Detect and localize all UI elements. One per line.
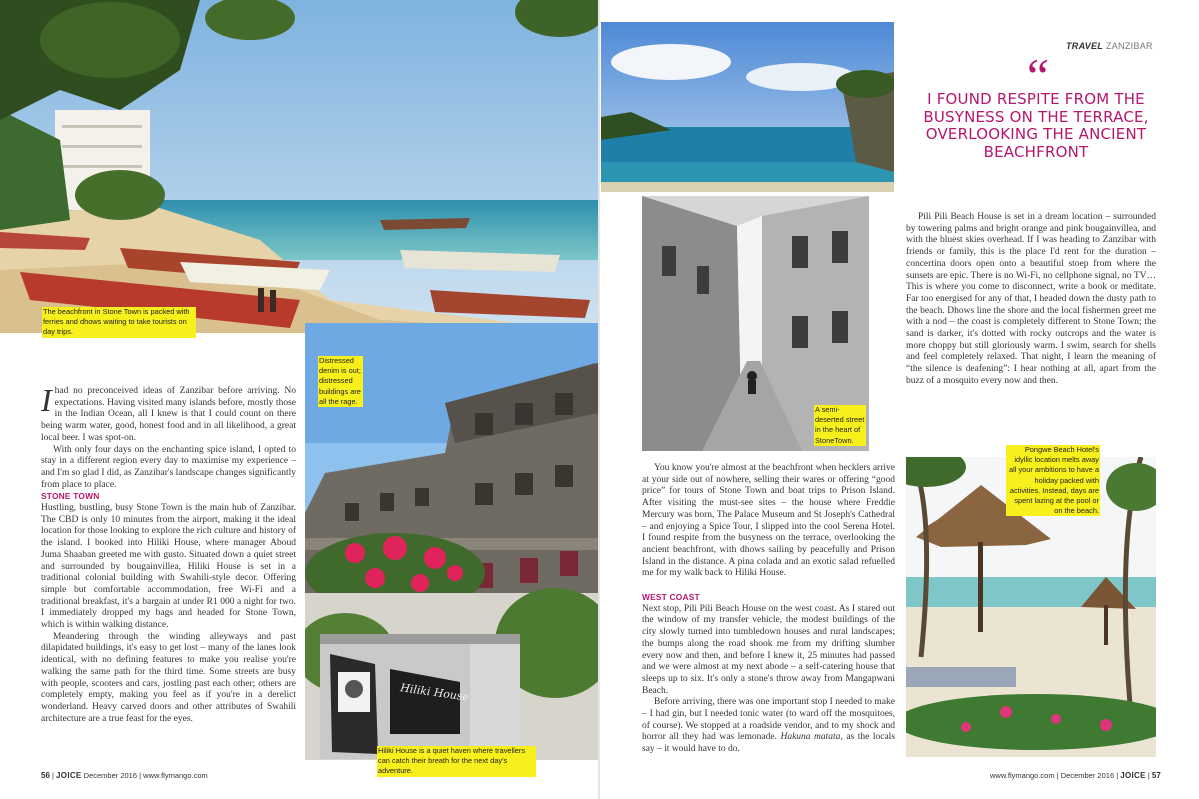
footer-right [990,771,1161,780]
section-label: TRAVEL [1066,41,1104,51]
west-coast-paragraph-2-text: Before arriving, there was one important stop I needed to make – I had gin, but I needed tonic water (to ward off the mosquitoes, of course). We stopped at a roadside vendor, and to my shock and horror all they had was lemonade. [642,697,895,743]
column-one [41,382,296,725]
west-coast-paragraph-2-end: , as the locals say – it would have to do. [642,732,896,755]
section-header [1066,41,1153,51]
footer-sep: | [139,771,142,780]
page-number-left: 56 [41,771,50,780]
west-coast-paragraph-2 [642,697,895,756]
brand-logo-left: JOICE [56,771,82,780]
caption-street: A semi-deserted street in the heart of StoneTown. [815,405,865,445]
quote-mark: “ [1022,48,1050,104]
hiliki-sign-text: Hiliki House [399,681,470,704]
column-three [906,212,1156,388]
footer-sep: | [1147,771,1150,780]
coast-photo [601,22,894,192]
intro-paragraph-1: had no preconceived ideas of Zanzibar before arriving. No expectations. Having visited many islands before, mostly those in the Indian Ocean, all I knew is that I could count on there being warm water, good, honest food and in all likelihood, a great local beer. I was spot-on. [41,386,296,443]
stone-town-paragraph-2: Meandering through the winding alleyways and past dilapidated buildings, it's easy to get lost – many of the lanes look identical, with no defining features to make you realise you're walking the same path for the third time. Some streets are busy with people, scooters and cars, jostling past each other; others are completely empty, making you feel as if you're in a derelict wonderland. Heavy carved doors and other attributes of Swahili architecture are a true feast for the eyes. [41,631,296,724]
brand-logo-right: JOICE [1120,771,1146,780]
intro-paragraph-2: With only four days on the enchanting spice island, I opted to stay in a different region every day to maximise my experience – and I'm so glad I did, as Zanzibar's landscape changes significantly from place to place. [41,444,296,490]
beachfront-paragraph: You know you're almost at the beachfront when hecklers arrive at your side out of nowhere, selling their wares or offering “good price” for tours of Stone Town and boat trips to Prison Island. After visiting the must-see sites – the house where Freddie Mercury was born, The Palace Museum and St Joseph's Cathedral – and enjoying a Spice Tour, I slipped into the cool Serena Hotel. I found respite from the busyness on the terrace, overlooking the ancient beachfront, with dhows sailing by peacefully and Prison Island in the distance. A pina colada and an exotic salad refuelled me for my walk back to Hiliki House. [642,463,895,579]
topic-label: ZANZIBAR [1105,41,1153,51]
page-number-right: 57 [1151,771,1161,780]
footer-sep: | [1116,771,1119,780]
pili-pili-paragraph: Pili Pili Beach House is set in a dream location – surrounded by towering palms and bright orange and pink bougainvillea, and with the bluest skies overhead. If I was heading to Zanzibar with friends or family, this is the place I'd rent for the duration – concertina doors open onto a beautiful stoep from where the sunsets are epic. There is no Wi-Fi, no cellphone signal, no TV… This is where you come to disconnect, write a book or meditate. Far too energised for any of that, I headed down the dusty path to the beach. Dhows line the shore and the local fishermen greet me with a nod – the coast is completely different to Stone Town; the sand is darker, it's dotted with rocky outcrops and the water is more choppy but still gloriously warm. I swim, search for shells and feel completely relaxed. That night, I learn the meaning of “the silence is deafening”: I hear nothing at all, apart from the buzz of a mosquito every now and then. [906,212,1156,386]
caption-building: Distressed denim is out; distressed buildings are all the rage. [318,356,363,407]
footer-month-right: December 2016 [1060,771,1115,780]
dropcap: I [41,382,52,418]
hiliki-sign-photo [320,634,520,759]
footer-url-right: www.flymango.com [990,771,1055,780]
pull-quote: I FOUND RESPITE FROM THE BUSYNESS ON THE TERRACE, OVERLOOKING THE ANCIENT BEACHFRONT [923,90,1149,161]
hakuna-matata: Hakuna matata [780,732,841,743]
caption-hiliki: Hiliki House is a quiet haven where travellers can catch their breath for the next day's adventure. [377,746,536,777]
section-heading-west-coast: WEST COAST [642,592,700,603]
section-heading-stone-town: STONE TOWN [41,491,100,502]
beach-photo [0,0,598,333]
footer-sep: | [52,771,54,780]
column-two [642,463,895,756]
footer-url-left: www.flymango.com [143,771,208,780]
caption-pongwe: Pongwe Beach Hotel's idyllic location melts away all your ambitions to have a holiday packed with activities. Instead, days are spent lazing at the pool or on the beach. [1006,445,1100,516]
west-coast-paragraph-1: Next stop, Pili Pili Beach House on the west coast. As I stared out the window of my transfer vehicle, the modest buildings of the city slowly turned into tumbledown houses and rural landscapes; the bumps along the road shook me from my drifting slumber every now and then, and before I knew it, 25 minutes had passed and we were almost at my next abode – a self-catering house that sleeps up to six. It's only a stone's throw away from Mangapwani Beach. [642,603,895,696]
footer-month-left: December 2016 [83,771,138,780]
page-gutter [598,0,600,799]
footer-left [41,771,208,780]
caption-beach: The beachfront in Stone Town is packed with ferries and dhows waiting to take tourists on day trips. [42,307,196,338]
footer-sep: | [1056,771,1059,780]
stone-town-paragraph-1: Hustling, bustling, busy Stone Town is the main hub of Zanzibar. The CBD is only 10 minutes from the airport, making it the ideal location for those looking to explore the rich culture and history of the island. I booked into Hiliki House, where manager Aboud Juma Shaaban greeted me with gusto. Situated down a quiet street and surrounded by bougainvillea, Hiliki House is set in a traditional colonial building with Swahili-style decor. Offering simple but comfortable accommodation, free Wi-Fi and a traditional breakfast, it's a bargain at under R1 000 a night for two. I immediately dropped my bags and headed for Stone Town, which is within walking distance. [41,503,296,631]
